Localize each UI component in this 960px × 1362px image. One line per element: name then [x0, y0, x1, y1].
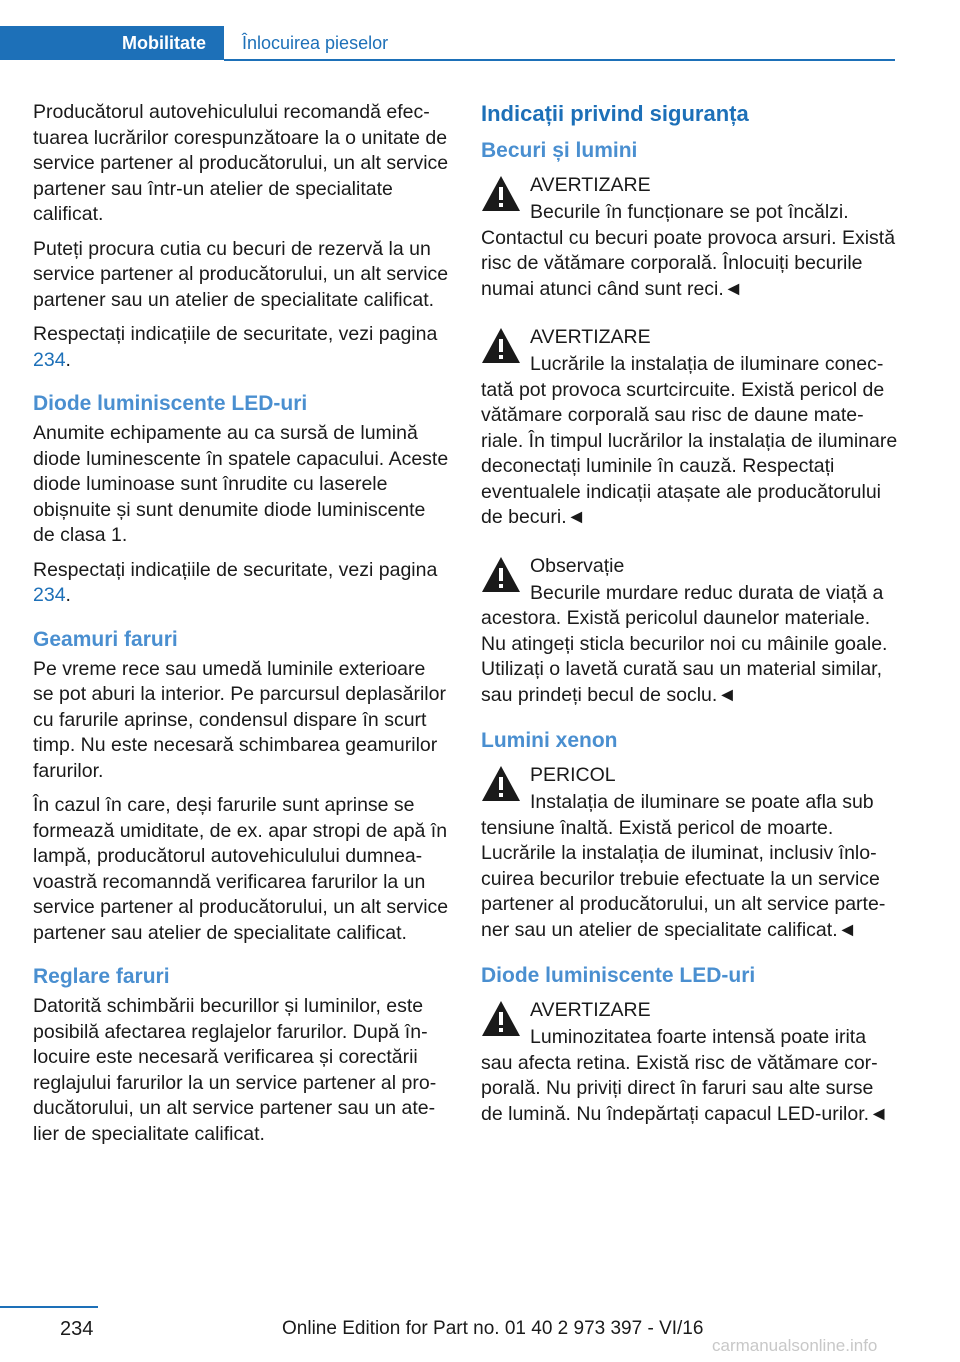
subheading-xenon: Lumini xenon — [481, 729, 618, 752]
chapter-tab[interactable]: Înlocuirea pieselor — [242, 32, 389, 53]
paragraph-with-page-ref — [33, 322, 451, 373]
warning-triangle-icon — [481, 764, 521, 804]
edition-info: Online Edition for Part no. 01 40 2 973 397 - VI/16 — [282, 1318, 704, 1339]
subheading-reglare: Reglare faruri — [33, 965, 170, 988]
header-rule — [224, 59, 895, 61]
subheading-led: Diode luminiscente LED-uri — [33, 392, 308, 415]
footer-rule — [0, 1306, 98, 1308]
paragraph: Producătorul autovehiculului recomandă efectuarea lucrărilor corespunzătoare la o unitate de service partener al producătorului, un alt service partener sau într-un atelier de specialitate calificat. — [33, 101, 449, 225]
notice-body: Lucrările la instalația de iluminare conectată pot provoca scurtcircuite. Există pericol de vătămare corporală sau risc de daune materiale. În timpul lucrărilor la instalația de iluminare deconectați luminile în cauză. Respectați eventualele indicații atașate ale producătorului de becuri.◄ — [481, 353, 898, 528]
warning-notice — [481, 995, 899, 1127]
caution-notice — [481, 551, 899, 709]
paragraph: Pe vreme rece sau umedă luminile exterioare se pot aburi la interior. Pe parcursul deplasărilor cu farurile aprinse, condensul dispare în scurt timp. Nu este necesară schimbarea geamurilor farurilor. — [33, 657, 446, 782]
subheading-geamuri: Geamuri faruri — [33, 627, 178, 651]
paragraph-with-page-ref — [33, 558, 451, 609]
warning-notice — [481, 322, 899, 531]
subheading-becuri: Becuri și lumini — [481, 139, 638, 162]
warning-triangle-icon — [481, 999, 521, 1039]
page-number: 234 — [60, 1318, 94, 1340]
left-column — [33, 100, 451, 1156]
page-link[interactable]: 234 — [33, 584, 66, 606]
warning-triangle-icon — [481, 555, 521, 595]
warning-triangle-icon — [481, 326, 521, 366]
page-header — [0, 26, 895, 62]
paragraph: Puteți procura cutia cu becuri de rezervă la un service partener al producătorului, un alt service partener sau un atelier de specialitate calificat. — [33, 237, 449, 311]
paragraph-text: Respectați indicațiile de securitate, vezi pagina — [33, 558, 438, 581]
notice-title: Observație — [530, 554, 625, 577]
paragraph: Datorită schimbării becurillor și luminilor, este posibilă afectarea reglajelor farurilor. După înlocuire este necesară verificarea și corectării reglajului farurilor la un service partener al producătorului, un alt service partener sau un atelier de specialitate calificat. — [33, 995, 437, 1145]
section-heading: Indicații privind siguranța — [481, 101, 749, 126]
watermark: carmanualsonline.info — [712, 1336, 878, 1355]
warning-notice — [481, 170, 899, 302]
paragraph-text: Respectați indicațiile de securitate, vezi pagina — [33, 323, 438, 345]
warning-triangle-icon — [481, 174, 521, 214]
notice-title: PERICOL — [530, 764, 616, 786]
notice-title: AVERTIZARE — [530, 326, 651, 348]
notice-body: Instalația de iluminare se poate afla sub tensiune înaltă. Există pericol de moarte. Lucrările la instalația de iluminat, inclusiv înlocuirea becurilor trebuie efectuate la un service partener al producătorului, un alt service partener sau un atelier de specialitate calificat.◄ — [481, 791, 886, 941]
paragraph-text: . — [65, 584, 71, 606]
paragraph-text: . — [65, 348, 71, 371]
page-link[interactable]: 234 — [33, 348, 66, 371]
notice-body: Luminozitatea foarte intensă poate irita sau afecta retina. Există risc de vătămare corporală. Nu priviți direct în faruri sau alte surse de lumină. Nu îndepărtați capacul LED-urilor.◄ — [481, 1026, 889, 1125]
section-tab[interactable]: Mobilitate — [0, 26, 224, 60]
subheading-led: Diode luminiscente LED-uri — [481, 964, 756, 987]
paragraph: Anumite echipamente au ca sursă de lumină diode luminescente în spatele capacului. Aceste diode luminoase sunt înrudite cu laserele obișnuite și sunt denumite diode luminiscente de clasa 1. — [33, 422, 449, 546]
notice-body: Becurile murdare reduc durata de viață a acestora. Există pericolul daunelor materiale. Nu atingeți sticla becurilor noi cu mâinile goale. Utilizați o lavetă curată sau un material similar, sau prindeți becul de soclu.◄ — [481, 581, 888, 706]
notice-body: Becurile în funcționare se pot încălzi. Contactul cu becuri poate provoca arsuri. Există risc de vătămare corporală. Înlocuiți becurile numai atunci când sunt reci.◄ — [481, 201, 896, 300]
notice-title: AVERTIZARE — [530, 174, 651, 196]
paragraph: În cazul în care, deși farurile sunt aprinse se formează umiditate, de ex. apar stropi de apă în lampă, producătorul autovehiculului dumneavoastră recomanndă verificarea farurilor la un service partener al producătorului, un alt service partener sau atelier de specialitate calificat. — [33, 794, 449, 944]
right-column — [481, 100, 899, 1147]
danger-notice — [481, 760, 899, 943]
notice-title: AVERTIZARE — [530, 999, 651, 1021]
